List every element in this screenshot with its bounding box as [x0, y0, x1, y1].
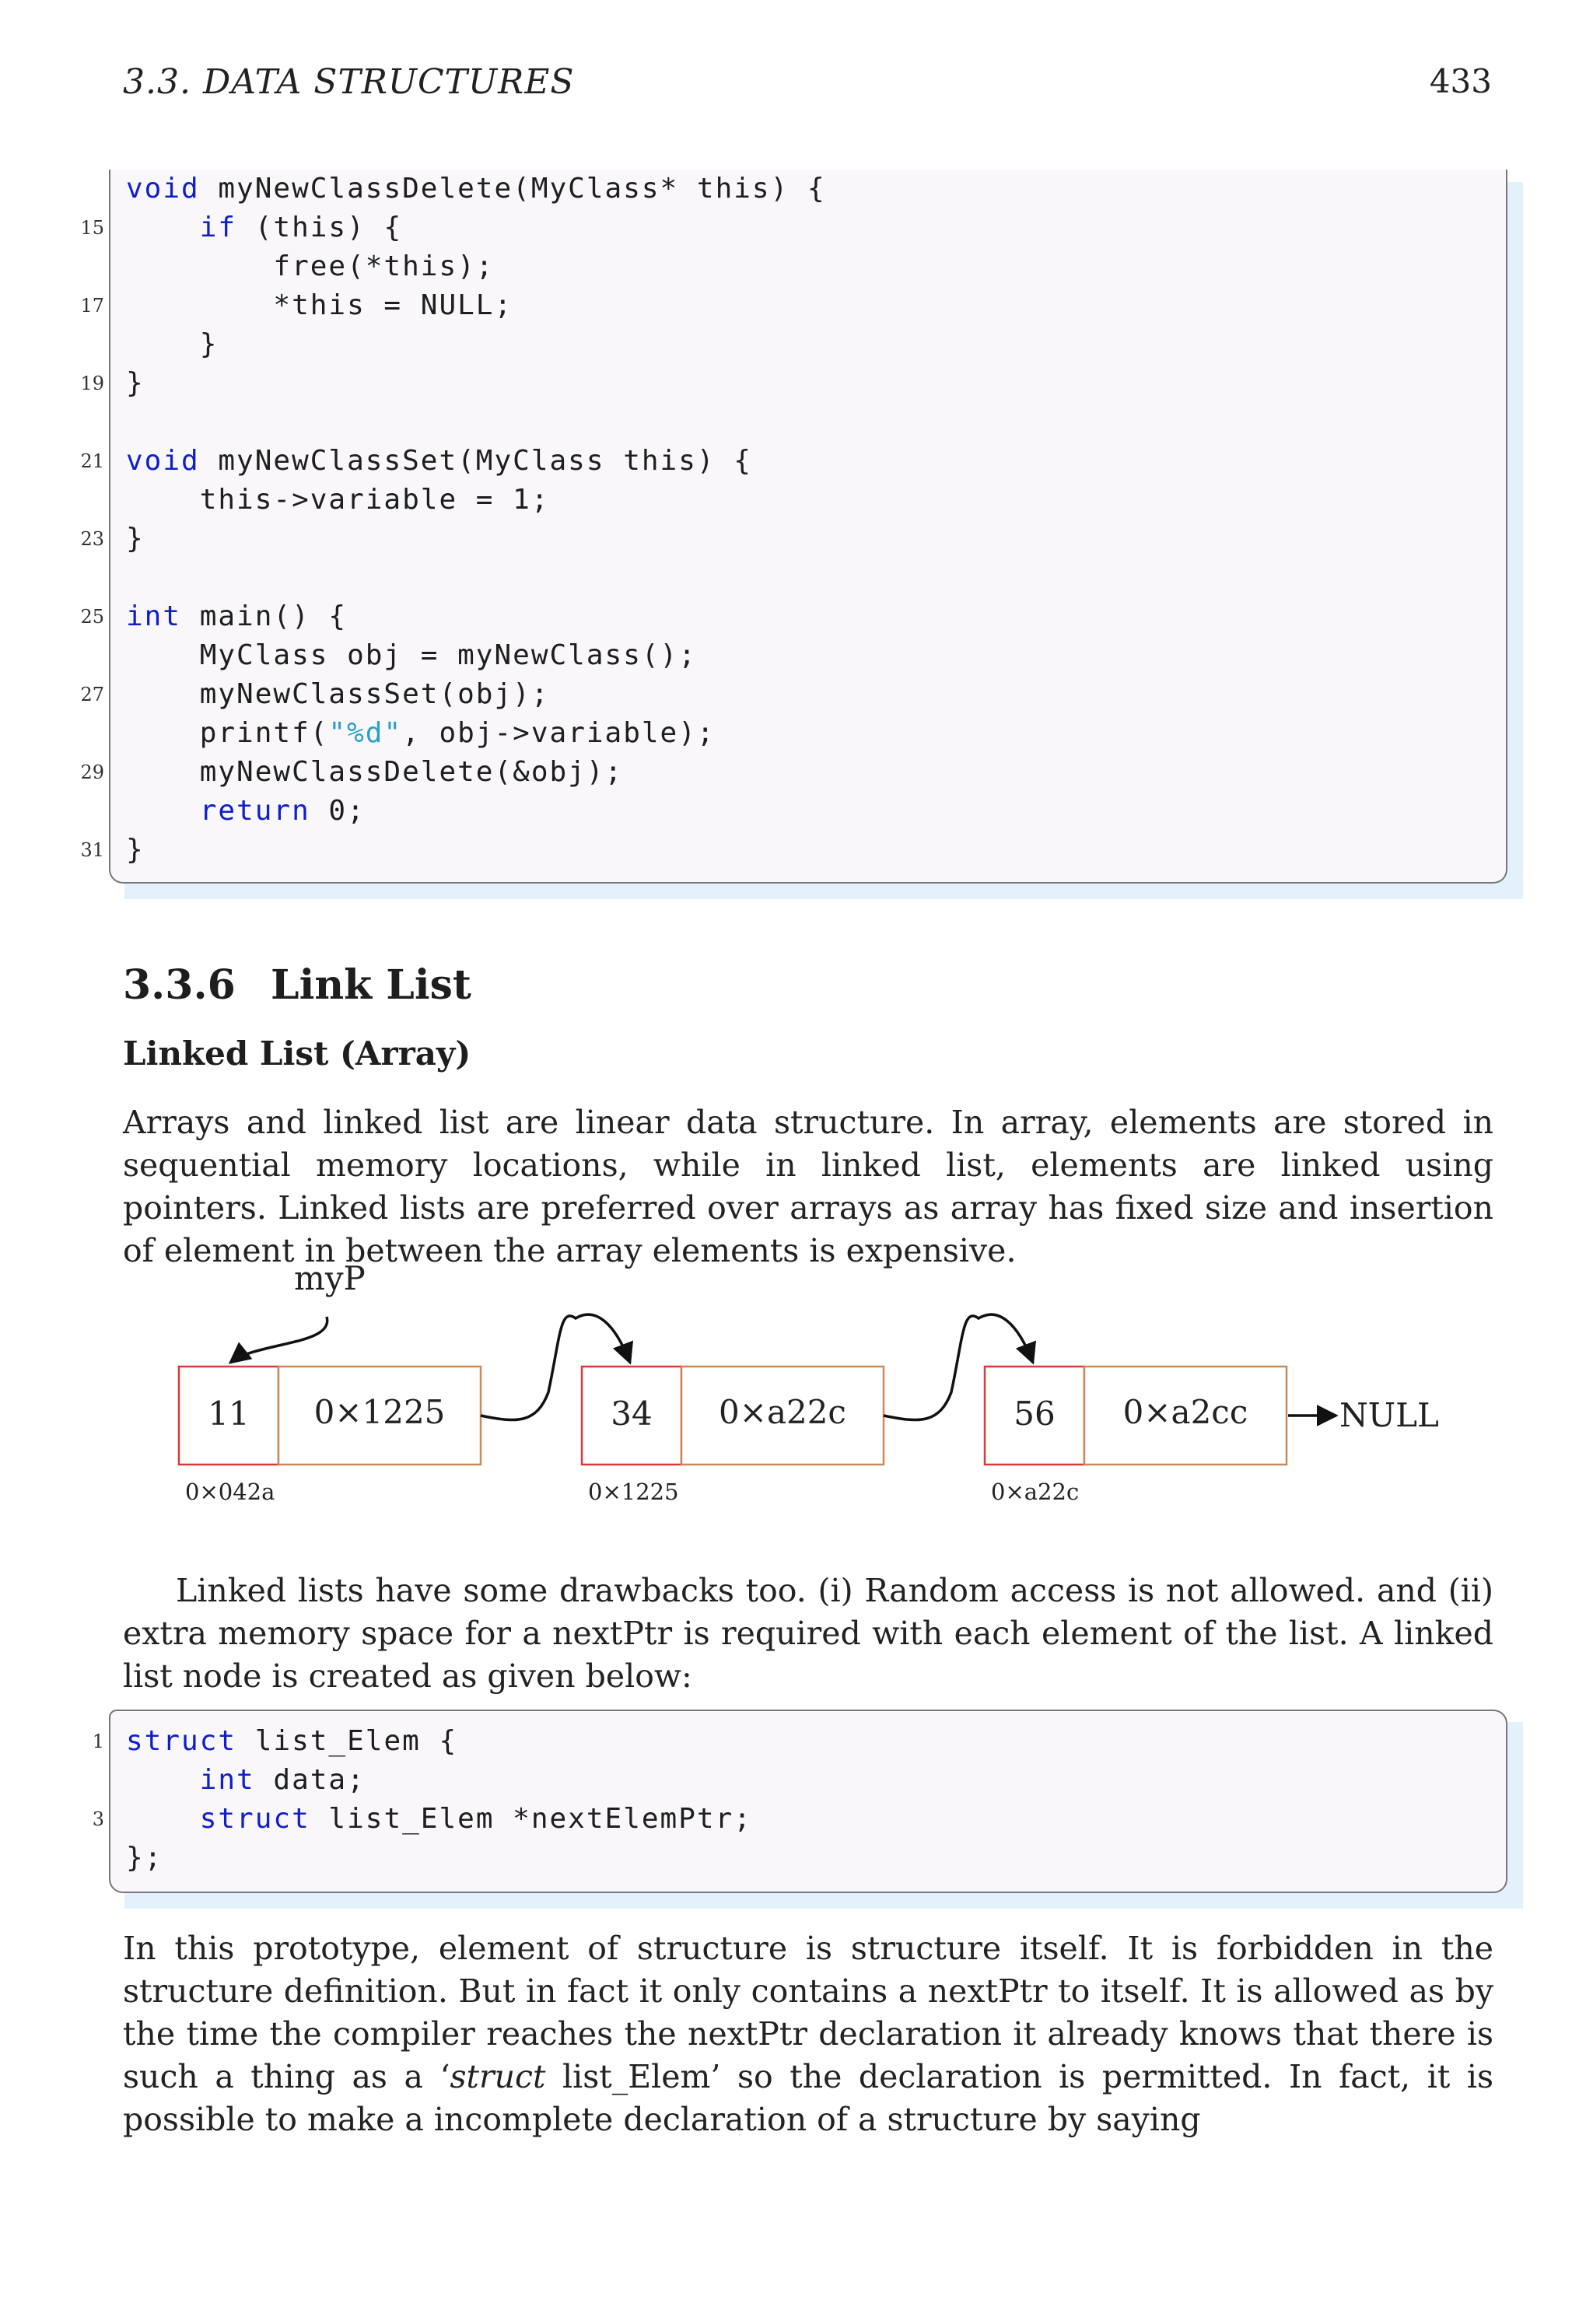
code-keyword: void — [126, 445, 200, 477]
code-line — [126, 520, 145, 558]
code-text: main() { — [181, 600, 348, 632]
line-number: 15 — [80, 217, 104, 239]
code-line — [126, 286, 513, 325]
code-text: list_Elem { — [236, 1725, 458, 1757]
code-text: } — [126, 834, 145, 866]
code-string: "%d" — [328, 717, 403, 749]
null-terminal: NULL — [1339, 1396, 1439, 1434]
node-3-address: 0×a22c — [991, 1479, 1080, 1505]
code-line — [126, 675, 550, 714]
code-keyword: struct — [199, 1803, 310, 1835]
section-title: Link List — [271, 961, 471, 1009]
line-number: 23 — [80, 528, 104, 550]
code-line — [126, 208, 402, 247]
code-text: (this) { — [236, 212, 403, 243]
node-2-next: 0×a22c — [719, 1393, 846, 1431]
code-text: printf( — [126, 717, 329, 749]
code-line — [126, 597, 347, 636]
code-line — [126, 170, 826, 208]
code-text: 0; — [310, 795, 366, 827]
code-keyword: void — [126, 173, 200, 205]
code-line — [126, 481, 550, 520]
code-text: this->variable = 1; — [126, 484, 550, 516]
line-number: 19 — [80, 373, 104, 394]
code-keyword: int — [126, 600, 182, 632]
node-3 — [985, 1367, 1287, 1505]
code-line — [126, 714, 716, 753]
paragraph-prototype-emph: struct — [450, 2058, 546, 2095]
code-text: }; — [126, 1842, 163, 1874]
code-listing-continued — [80, 170, 1507, 884]
section-number: 3.3.6 — [123, 961, 236, 1009]
code-line — [126, 1839, 163, 1878]
code-line — [126, 1722, 457, 1761]
code-line — [126, 364, 145, 403]
node-2-address: 0×1225 — [588, 1479, 679, 1505]
code-text: myNewClassDelete(&obj); — [126, 756, 624, 788]
code-text: } — [126, 523, 145, 555]
code-keyword: if — [199, 212, 237, 243]
paragraph-intro: Arrays and linked list are linear data structure. In array, elements are stored in sequential memory locations, while in linked list, elements are linked using pointers. Linked lists are preferred over arrays as array has fixed size and insertion of element in between the array elements is expensive. — [123, 1104, 1493, 1269]
line-number: 25 — [80, 606, 104, 628]
code-text — [126, 795, 200, 827]
code-line — [126, 247, 494, 286]
code-text — [126, 1764, 200, 1796]
code-text: } — [126, 367, 145, 399]
running-head: 3.3. DATA STRUCTURES — [123, 62, 575, 102]
code-text: *this = NULL; — [126, 289, 513, 321]
code-line — [126, 1800, 752, 1839]
code-line — [126, 1761, 366, 1800]
paragraph-prototype — [123, 1927, 1493, 2141]
page-header — [123, 62, 1492, 109]
node-2-data: 34 — [611, 1395, 653, 1433]
code-line — [126, 636, 697, 675]
code-text: myNewClassDelete(MyClass* this) { — [199, 173, 826, 205]
line-number: 21 — [80, 450, 104, 472]
code-text — [126, 1803, 200, 1835]
node-1-next: 0×1225 — [313, 1393, 446, 1431]
page-number: 433 — [1429, 62, 1492, 100]
node-1-data: 11 — [208, 1395, 250, 1433]
code-text: myNewClassSet(obj); — [126, 678, 550, 710]
line-number: 1 — [92, 1731, 104, 1752]
code-text: list_Elem *nextElemPtr; — [310, 1803, 752, 1835]
code-text: MyClass obj = myNewClass(); — [126, 639, 697, 671]
code-line — [126, 442, 752, 481]
code-text: , obj->variable); — [402, 717, 716, 749]
subsection-heading: Linked List (Array) — [123, 1034, 471, 1073]
line-number: 31 — [80, 839, 104, 861]
pointer-arrow — [230, 1317, 327, 1363]
linked-list-diagram — [0, 1244, 1593, 1524]
node-3-next: 0×a2cc — [1122, 1393, 1248, 1431]
code-text: } — [126, 328, 219, 360]
code-line — [126, 325, 218, 364]
pointer-label-myP: myP — [294, 1259, 366, 1297]
line-number: 29 — [80, 761, 104, 783]
code-line — [126, 753, 623, 792]
code-keyword: return — [199, 795, 310, 827]
code-line — [126, 831, 145, 870]
paragraph-prototype-text-2: list_Elem’ so the declaration is permitted. In fact, it is possible to make a incomplete declaration of a structure by saying — [123, 2058, 1493, 2138]
paragraph-drawbacks: Linked lists have some drawbacks too. (i) Random access is not allowed. and (ii) extra memory space for a nextPtr is required with each element of the list. A linked list node is created as given below: — [123, 1572, 1493, 1695]
code-line — [126, 792, 366, 831]
line-number: 17 — [80, 295, 104, 317]
code-text: free(*this); — [126, 250, 495, 282]
code-keyword: int — [199, 1764, 255, 1796]
line-number: 3 — [92, 1808, 104, 1830]
paragraph-prototype-text-1: In this prototype, element of structure is structure itself. It is forbidden in the structure definition. But in fact it only contains a nextPtr to itself. It is allowed as by the time the compiler reaches the nextPtr declaration it already knows that there is such a thing as a ‘ — [123, 1930, 1493, 2095]
code-listing-struct — [92, 1710, 1507, 1893]
line-number: 27 — [80, 684, 104, 705]
node-2 — [582, 1367, 884, 1505]
node-3-data: 56 — [1014, 1395, 1056, 1433]
code-text: data; — [254, 1764, 366, 1796]
section-heading — [123, 961, 471, 1009]
code-text: myNewClassSet(MyClass this) { — [199, 445, 752, 477]
node-1 — [179, 1367, 481, 1505]
code-text — [126, 212, 200, 243]
node-1-address: 0×042a — [185, 1479, 275, 1505]
code-keyword: struct — [126, 1725, 237, 1757]
